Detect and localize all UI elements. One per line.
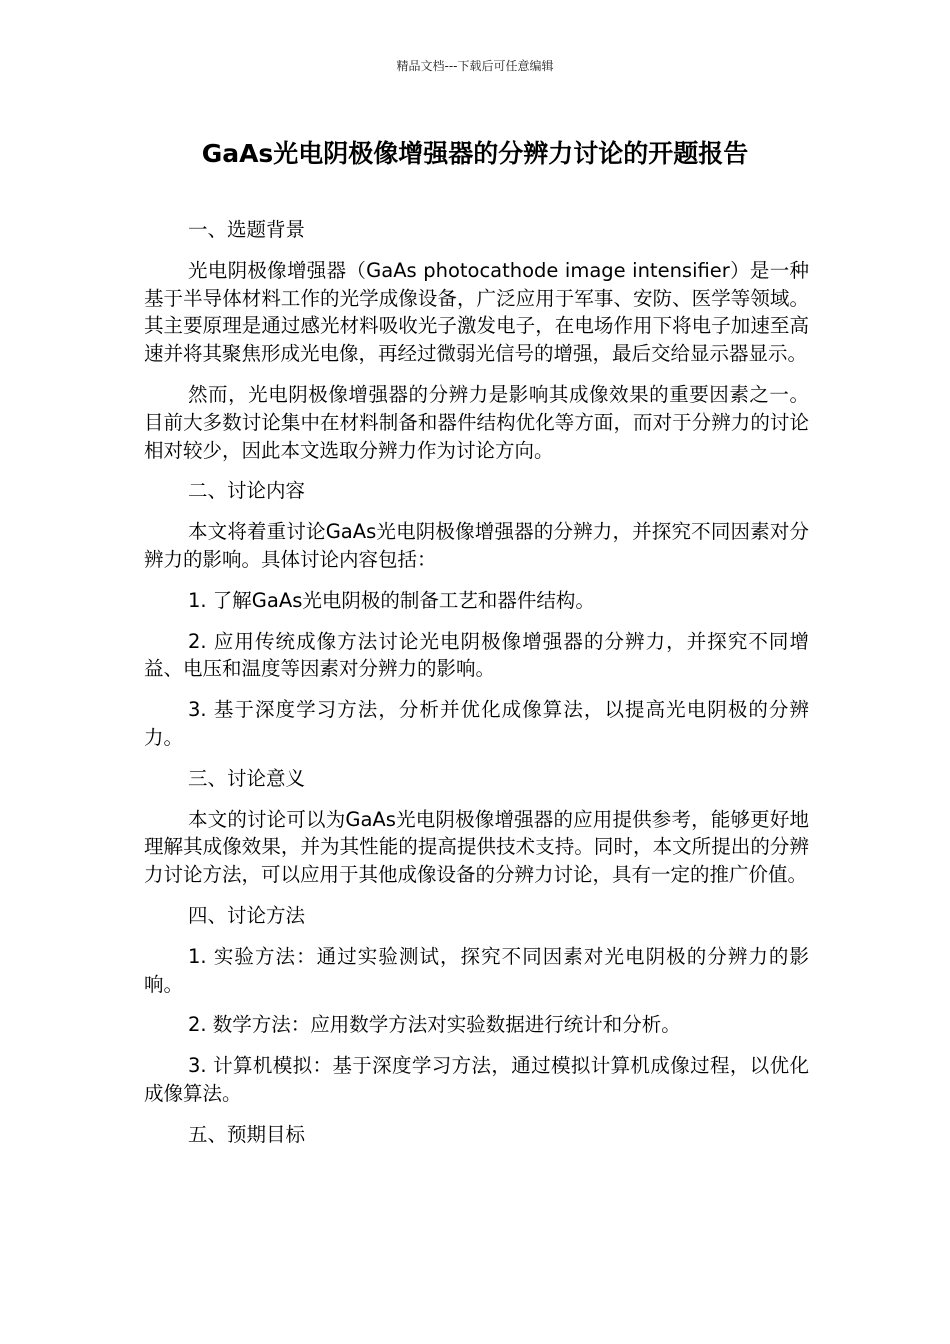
- paragraph-intro: 光电阴极像增强器（GaAs photocathode image intensifier）是一种基于半导体材料工作的光学成像设备，广泛应用于军事、安防、医学等领域。其主要原理是通过感光材料吸收光子激发电子，在电场作用下将电子加速至高速并将其聚焦形成光电像，再经过微弱光信号的增强，最后交给显示器显示。: [144, 258, 809, 366]
- paragraph-motivation: 然而，光电阴极像增强器的分辨力是影响其成像效果的重要因素之一。目前大多数讨论集中在材料制备和器件结构优化等方面，而对于分辨力的讨论相对较少，因此本文选取分辨力作为讨论方向。: [144, 382, 809, 462]
- paragraph-significance: 本文的讨论可以为GaAs光电阴极像增强器的应用提供参考，能够更好地理解其成像效果，并为其性能的提高提供技术支持。同时，本文所提出的分辨力讨论方法，可以应用于其他成像设备的分辨力讨论，具有一定的推广价值。: [144, 807, 809, 887]
- list-item-content-1: 1. 了解GaAs光电阴极的制备工艺和器件结构。: [188, 588, 595, 612]
- section-heading-background: 一、选题背景: [188, 218, 306, 241]
- list-item-method-2: 2. 数学方法：应用数学方法对实验数据进行统计和分析。: [188, 1013, 681, 1037]
- page-header: 精品文档---下载后可任意编辑: [396, 59, 554, 73]
- document-body: [144, 216, 809, 1162]
- list-item-method-3: 3. 计算机模拟：基于深度学习方法，通过模拟计算机成像过程，以优化成像算法。: [144, 1054, 809, 1105]
- list-item-content-2: 2. 应用传统成像方法讨论光电阴极像增强器的分辨力，并探究不同增益、电压和温度等因素对分辨力的影响。: [144, 629, 809, 681]
- paragraph-content-intro: 本文将着重讨论GaAs光电阴极像增强器的分辨力，并探究不同因素对分辨力的影响。具体讨论内容包括：: [144, 520, 809, 571]
- section-heading-significance: 三、讨论意义: [188, 766, 306, 790]
- section-heading-goals: 五、预期目标: [188, 1122, 306, 1146]
- list-item-method-1: 1. 实验方法：通过实验测试，探究不同因素对光电阴极的分辨力的影响。: [144, 944, 809, 996]
- list-item-content-3: 3. 基于深度学习方法，分析并优化成像算法，以提高光电阴极的分辨力。: [144, 698, 809, 749]
- section-heading-content: 二、讨论内容: [188, 479, 306, 503]
- section-heading-methods: 四、讨论方法: [188, 903, 306, 927]
- document-title: GaAs光电阴极像增强器的分辨力讨论的开题报告: [201, 139, 749, 168]
